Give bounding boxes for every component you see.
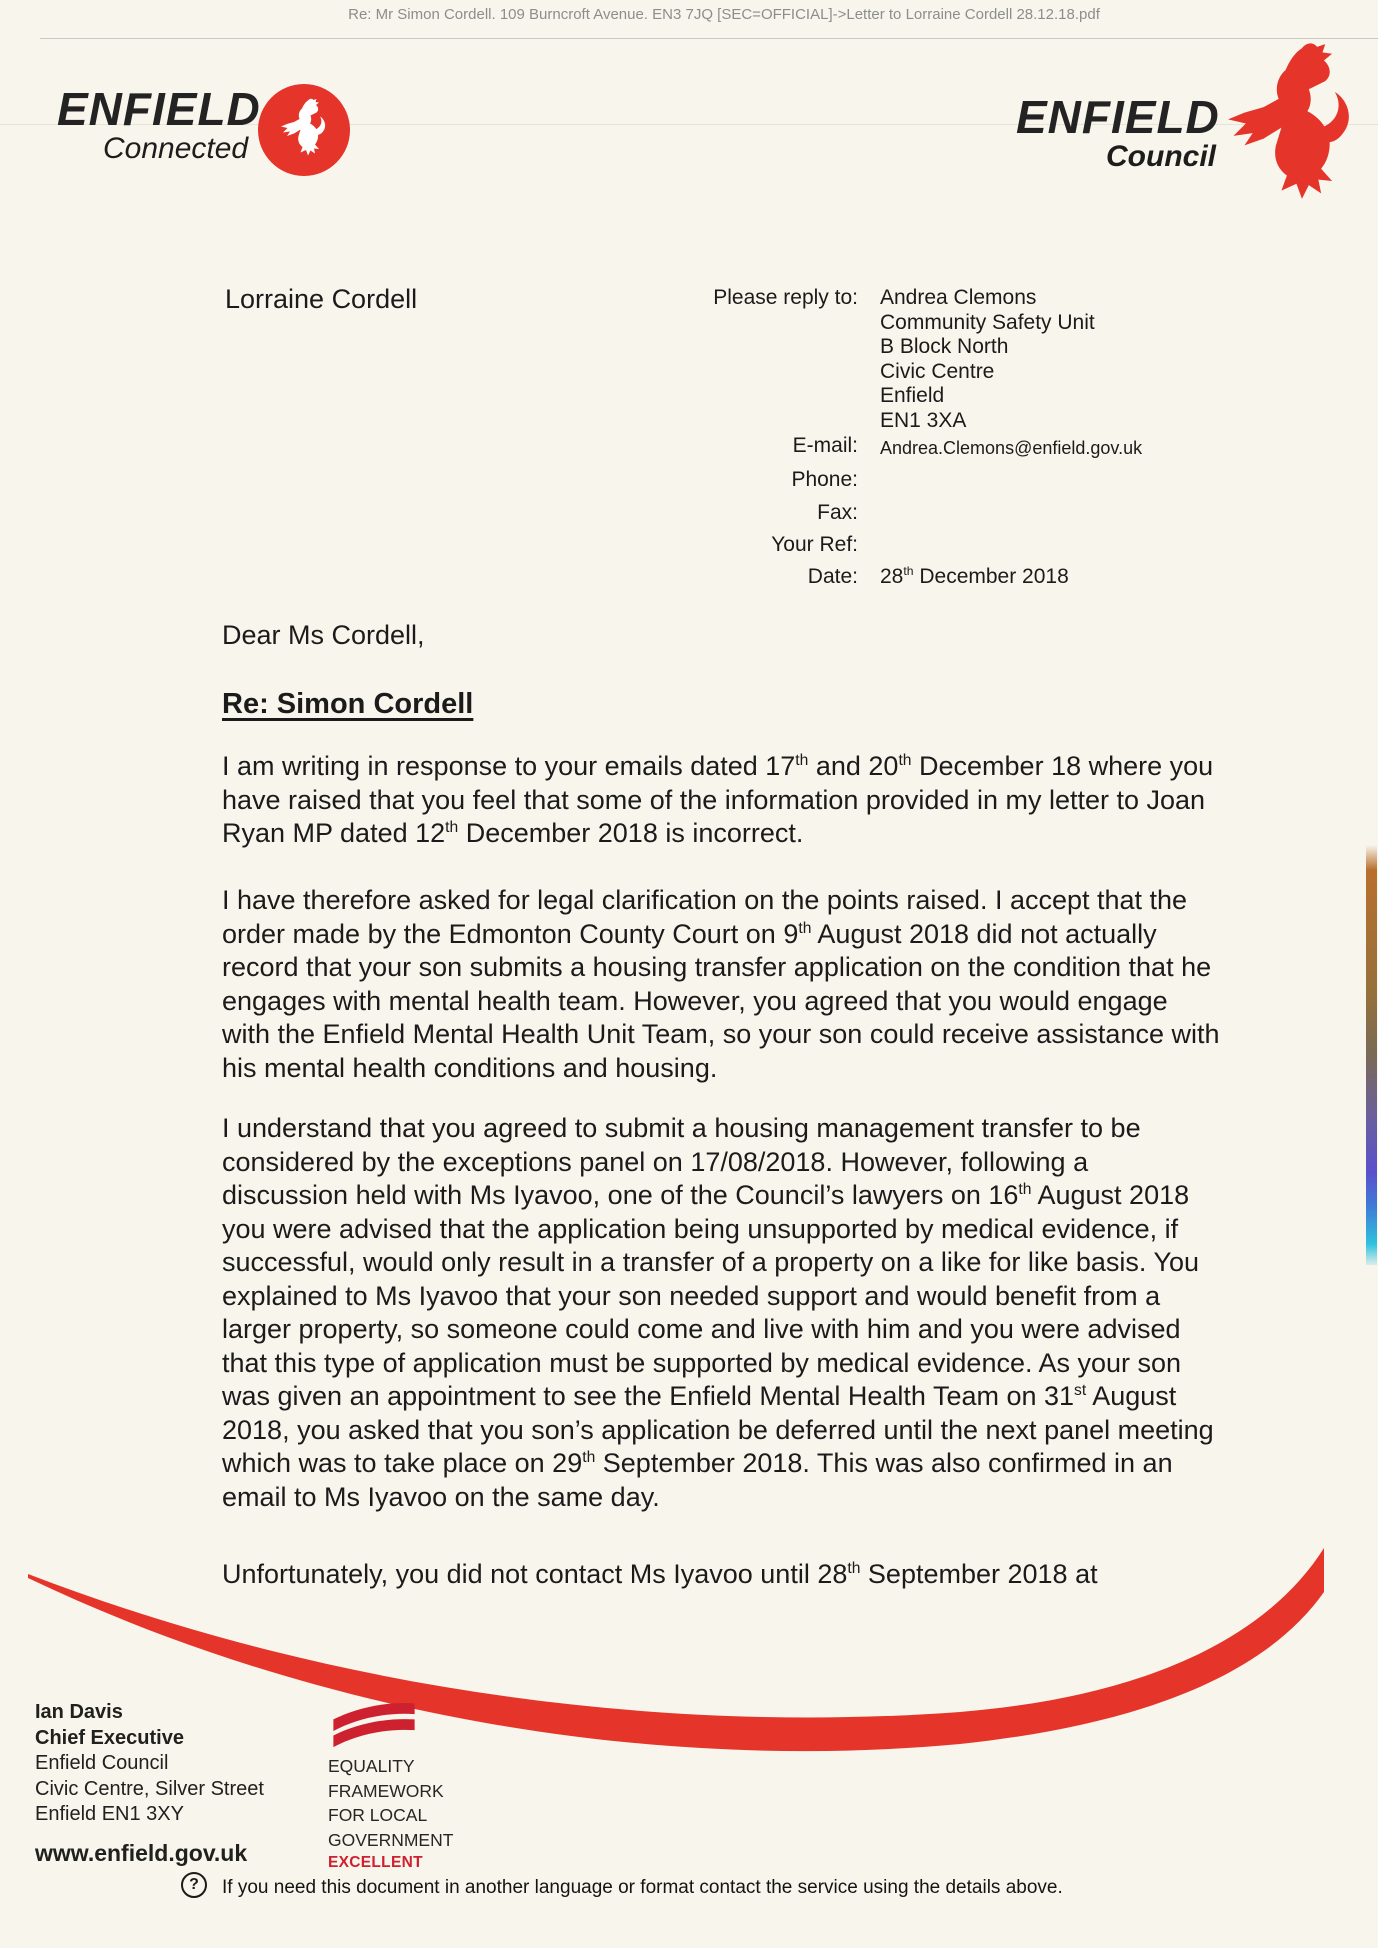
reply-to-address-line: Community Safety Unit bbox=[880, 310, 1095, 334]
salutation: Dear Ms Cordell, bbox=[222, 620, 425, 650]
equality-text-line: FRAMEWORK bbox=[328, 1780, 444, 1801]
enfield-connected-wordmark: ENFIELD bbox=[57, 83, 261, 135]
enfield-council-tagline: Council bbox=[1106, 140, 1216, 173]
email-label: E-mail: bbox=[792, 434, 858, 457]
recipient-name: Lorraine Cordell bbox=[225, 284, 418, 314]
reply-to-address bbox=[880, 286, 1095, 434]
enfield-lion-badge-icon bbox=[258, 84, 350, 176]
date-label: Date: bbox=[807, 565, 858, 588]
email-value: Andrea.Clemons@enfield.gov.uk bbox=[880, 438, 1143, 458]
signatory-address-line: Enfield Council bbox=[35, 1752, 169, 1774]
equality-framework-logo bbox=[328, 1698, 508, 1872]
enfield-council-wordmark: ENFIELD bbox=[1016, 91, 1220, 143]
equality-text-line: EQUALITY bbox=[328, 1756, 415, 1776]
website-url: www.enfield.gov.uk bbox=[35, 1840, 248, 1866]
scan-color-strip bbox=[1366, 845, 1377, 1265]
enfield-connected-tagline: Connected bbox=[103, 132, 249, 165]
fax-label: Fax: bbox=[817, 501, 858, 524]
signatory-address-line: Enfield EN1 3XY bbox=[35, 1803, 184, 1825]
signatory-bold-line: Chief Executive bbox=[35, 1726, 184, 1749]
equality-flag-icon bbox=[328, 1698, 420, 1748]
council-lion-icon bbox=[1216, 40, 1366, 218]
date-value: 28th December 2018 bbox=[880, 564, 1069, 588]
phone-label: Phone: bbox=[791, 468, 858, 491]
signatory-address bbox=[35, 1751, 264, 1828]
lion-rampant-icon bbox=[279, 96, 329, 164]
equality-text-line: FOR LOCAL bbox=[328, 1805, 428, 1825]
reply-to-label: Please reply to: bbox=[713, 286, 858, 309]
equality-text-line: GOVERNMENT bbox=[328, 1829, 454, 1850]
body-paragraph-1: I am writing in response to your emails dated 17th and 20th December 18 where you have raised that you feel that some of the information provided in my letter to Joan Ryan MP dated 12th December 2018 is incorrect. bbox=[222, 751, 1214, 848]
equality-excellent-label: EXCELLENT bbox=[328, 1854, 423, 1871]
signatory-address-line: Civic Centre, Silver Street bbox=[35, 1777, 264, 1800]
signatory-name-title bbox=[35, 1700, 264, 1751]
body-paragraph-4: Unfortunately, you did not contact Ms Iyavoo until 28th September 2018 at bbox=[222, 1559, 1098, 1589]
reply-to-address-line: B Block North bbox=[880, 335, 1009, 359]
header-divider bbox=[40, 38, 1378, 39]
signatory-bold-line: Ian Davis bbox=[35, 1701, 123, 1723]
your-ref-label: Your Ref: bbox=[771, 533, 858, 556]
document-header-filename: Re: Mr Simon Cordell. 109 Burncroft Avenue. EN3 7JQ [SEC=OFFICIAL]->Letter to Lorraine Cordell 28.12.18.pdf bbox=[348, 6, 1100, 23]
signatory-block bbox=[35, 1700, 264, 1828]
subject-line: Re: Simon Cordell bbox=[222, 688, 474, 720]
language-note: If you need this document in another language or format contact the service using the details above. bbox=[222, 1877, 1063, 1898]
body-paragraph-2: I have therefore asked for legal clarification on the points raised. I accept that the order made by the Edmonton County Court on 9th August 2018 did not actually record that your son submits a housing transfer application on the condition that he engages with mental health team. However, you agreed that you would engage with the Enfield Mental Health Unit Team, so your son could receive assistance with his mental health conditions and housing. bbox=[222, 885, 1220, 1083]
body-paragraph-3: I understand that you agreed to submit a housing management transfer to be considered by the exceptions panel on 17/08/2018. However, following a discussion held with Ms Iyavoo, one of the Council’s lawyers on 16th August 2018 you were advised that the application being unsupported by medical evidence, if successful, would only result in a transfer of a property on a like for like basis. You explained to Ms Iyavoo that your son needed support and would benefit from a larger property, so someone could come and live with him and you were advised that this type of application must be supported by medical evidence. As your son was given an appointment to see the Enfield Mental Health Team on 31st August 2018, you asked that you son’s application be deferred until the next panel meeting which was to take place on 29th September 2018. This was also confirmed in an email to Ms Iyavoo on the same day. bbox=[222, 1113, 1214, 1512]
reply-to-address-line: Enfield bbox=[880, 384, 945, 408]
equality-framework-text bbox=[328, 1754, 508, 1852]
reply-to-address-line: Civic Centre bbox=[880, 359, 995, 383]
help-icon-glyph: ? bbox=[189, 1876, 199, 1893]
help-icon bbox=[181, 1872, 207, 1898]
reply-to-address-line: Andrea Clemons bbox=[880, 286, 1037, 309]
reply-to-address-line: EN1 3XA bbox=[880, 408, 967, 432]
